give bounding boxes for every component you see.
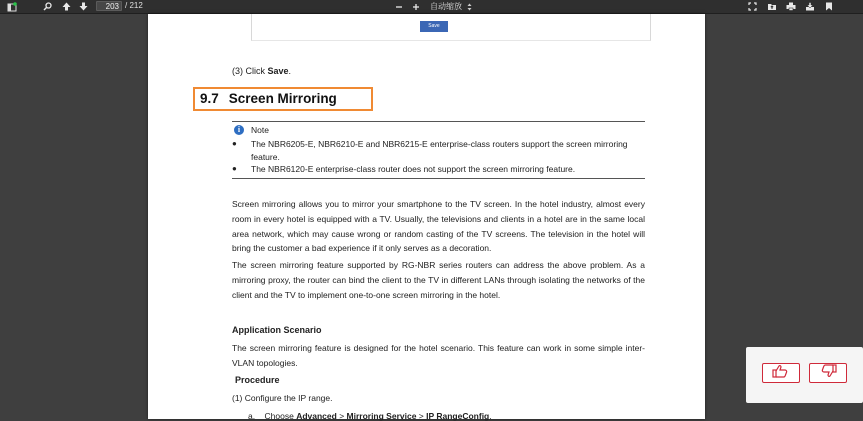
zoom-select[interactable]: 自动缩放 [430,2,462,11]
bullet-dot-icon: ● [232,164,237,173]
pdf-toolbar [0,0,863,14]
zoom-dropdown-icon[interactable] [465,0,473,13]
procedure-step-a: a. Choose Advanced > Mirroring Service > IP RangeConfig. [248,411,492,421]
section-title: Screen Mirroring [228,91,337,106]
note-bullet-2: The NBR6120-E enterprise-class router does not support the screen mirroring feature. [251,164,576,174]
note-bullet-1: The NBR6205-E, NBR6210-E and NBR6215-E enterprise-class routers support the screen mirroring feature. [251,139,628,162]
open-file-icon[interactable] [766,0,777,13]
bullet-dot-icon: ● [232,139,237,148]
note-divider-top [232,121,645,122]
print-icon[interactable] [785,0,796,13]
sidebar-toggle-icon[interactable] [6,0,18,13]
presentation-icon[interactable] [747,0,758,13]
application-scenario-heading: Application Scenario [232,325,322,335]
paragraph-scenario: The screen mirroring feature is designed for the hotel scenario. This feature can work in some simple inter-VLAN topologies. [232,343,645,368]
thumbs-up-icon [772,364,790,383]
page-up-icon[interactable] [60,0,72,13]
section-number: 9.7 [200,91,219,106]
download-icon[interactable] [804,0,815,13]
paragraph-intro: Screen mirroring allows you to mirror your smartphone to the TV screen. In the hotel industry, almost every room in every hotel is equipped with a TV. Usually, the televisions and clients in a hotel are in the same local area network, which may cause wrong or random casting of the TV screens. The television in the hotel will bring the customer a bad experience if it only serves as a decoration. [232,199,645,254]
procedure-heading: Procedure [235,375,280,385]
section-heading [200,91,337,106]
zoom-out-icon[interactable] [394,0,404,13]
feedback-panel [746,347,863,403]
screenshot-figure [251,14,651,41]
paragraph-solution: The screen mirroring feature supported by RG-NBR series routers can address the above problem. As a mirroring proxy, the router can bind the client to the TV in different LANs through isolating the networks of the client and the TV to implement one-to-one screen mirroring in the hotel. [232,260,645,300]
page-down-icon[interactable] [77,0,89,13]
document-page [148,14,705,419]
page-number-input[interactable] [96,1,122,11]
procedure-step-1: (1) Configure the IP range. [232,393,333,403]
note-divider-bottom [232,178,645,179]
zoom-in-icon[interactable] [411,0,421,13]
page-total-label: / 212 [125,1,143,10]
dislike-button[interactable] [809,363,847,383]
search-icon[interactable] [41,0,53,13]
like-button[interactable] [762,363,800,383]
thumbs-down-icon [819,364,837,383]
bookmark-icon[interactable] [823,0,834,13]
figure-save-button: Save [420,21,448,32]
step-3-text: (3) Click Save. [232,66,292,76]
note-label: Note [251,125,269,135]
info-icon: i [234,125,244,135]
